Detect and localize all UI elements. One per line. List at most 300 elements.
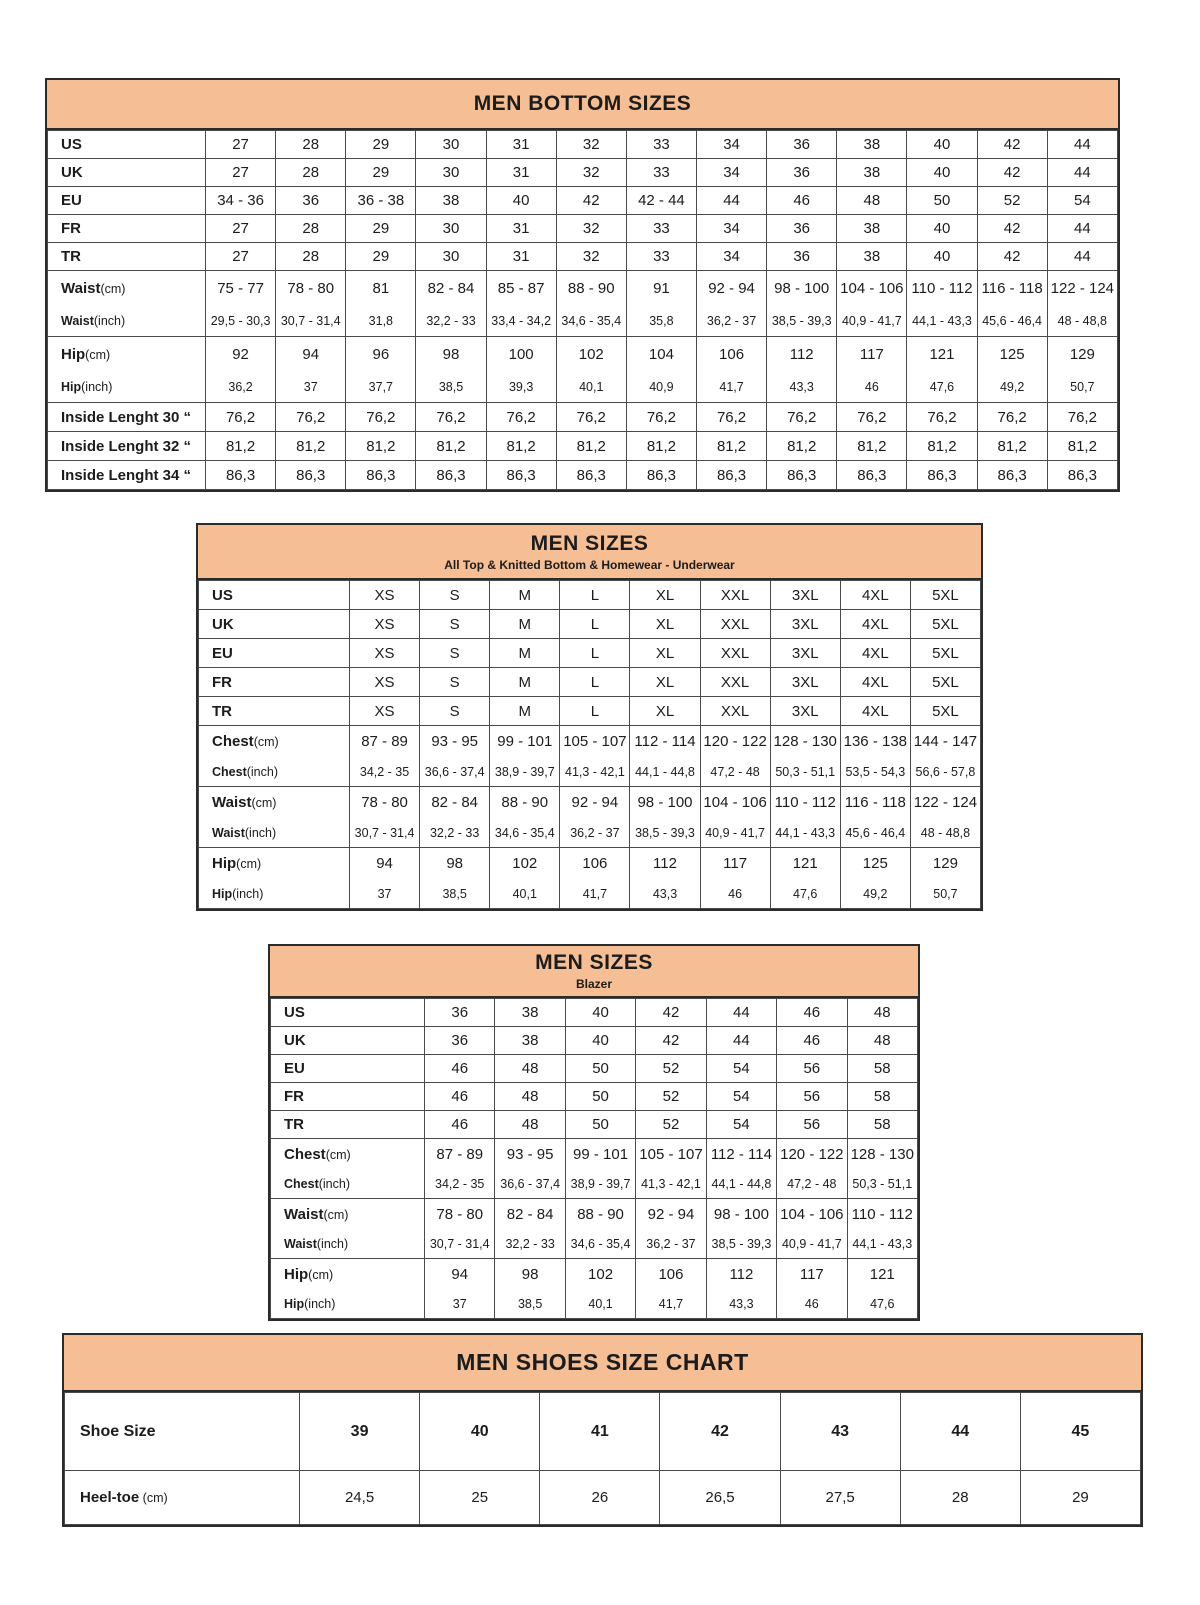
table-cell: 44 <box>696 187 766 215</box>
row-label-unit: (inch) <box>304 1297 336 1311</box>
table-cell <box>420 848 490 909</box>
table-subtitle: Blazer <box>575 977 613 991</box>
table-cell: S <box>420 668 490 697</box>
row-label-line <box>199 879 349 908</box>
table-cell: 86,3 <box>1047 461 1117 490</box>
table-cell-line: 98 - 100 <box>637 794 693 811</box>
table-cell: M <box>490 639 560 668</box>
table-cell-line: 34,6 - 35,4 <box>570 1237 631 1251</box>
men-sizes-blazer-header <box>270 946 918 998</box>
row-label <box>48 461 206 490</box>
table-cell: 36 <box>767 131 837 159</box>
row-label <box>48 271 206 337</box>
table-cell: 50 <box>565 1111 635 1139</box>
table-row <box>48 403 1118 432</box>
table-cell-line: 98 <box>521 1266 539 1283</box>
table-cell-line: 93 - 95 <box>431 733 479 750</box>
table-cell: 52 <box>636 1083 706 1111</box>
table-cell: XXL <box>700 668 770 697</box>
table-cell-line: 94 <box>451 1266 469 1283</box>
table-cell-line: 44,1 - 43,3 <box>775 825 836 840</box>
table-cell: 38 <box>837 243 907 271</box>
table-cell: 29 <box>1020 1471 1140 1525</box>
table-cell-line: 104 - 106 <box>780 1206 844 1223</box>
table-cell-line: 38,5 <box>517 1297 543 1311</box>
table-cell-line: 38,5 - 39,3 <box>635 825 695 840</box>
table-cell: L <box>560 610 630 639</box>
table-title: MEN SIZES <box>530 531 649 555</box>
table-cell <box>837 271 907 337</box>
table-cell: 36 <box>425 999 495 1027</box>
table-row <box>48 461 1118 490</box>
table-cell: 44 <box>1047 131 1117 159</box>
row-label <box>48 131 206 159</box>
table-cell <box>425 1259 495 1319</box>
table-cell <box>486 337 556 403</box>
table-cell-line: 45,6 - 46,4 <box>845 825 906 840</box>
table-cell: 28 <box>276 243 346 271</box>
table-cell: 76,2 <box>907 403 977 432</box>
table-cell: 30 <box>416 159 486 187</box>
table-cell: 33 <box>626 243 696 271</box>
table-row <box>199 668 981 697</box>
table-cell-line: 117 <box>723 855 748 872</box>
table-cell: 44 <box>706 1027 776 1055</box>
row-label-text: Hip <box>61 380 82 394</box>
table-cell: 46 <box>425 1111 495 1139</box>
table-cell: 50 <box>907 187 977 215</box>
table-cell-line: 34,6 - 35,4 <box>494 825 555 840</box>
table-row <box>48 159 1118 187</box>
row-label-text: Waist <box>212 794 252 811</box>
table-cell <box>490 848 560 909</box>
row-label-unit: (inch) <box>93 314 126 328</box>
table-cell-line: 128 - 130 <box>773 733 837 750</box>
table-cell <box>636 1199 706 1259</box>
table-cell: 56 <box>777 1055 847 1083</box>
table-cell <box>490 787 560 848</box>
table-cell: 81,2 <box>696 432 766 461</box>
table-cell-line: 91 <box>653 280 670 297</box>
men-shoes-size-chart-grid <box>64 1392 1141 1525</box>
table-cell: 54 <box>706 1111 776 1139</box>
table-cell-line: 43,3 <box>789 380 814 394</box>
men-bottom-sizes-grid <box>47 130 1118 490</box>
table-cell-line: 106 <box>582 855 608 872</box>
table-cell: XXL <box>700 697 770 726</box>
row-label-text: TR <box>212 702 232 720</box>
table-cell: 52 <box>636 1055 706 1083</box>
table-cell: 24,5 <box>300 1471 420 1525</box>
row-label-text: Waist <box>61 280 101 297</box>
table-cell-line: 38,9 - 39,7 <box>494 764 555 779</box>
table-cell-line: 40,9 - 41,7 <box>781 1237 842 1251</box>
table-cell-line: 75 - 77 <box>217 280 264 297</box>
row-label-text: Heel-toe <box>80 1489 140 1506</box>
table-cell-line: 37,7 <box>368 380 394 394</box>
table-cell-line: 105 - 107 <box>563 733 627 750</box>
table-cell-line: 53,5 - 54,3 <box>845 764 906 779</box>
table-cell-line: 144 - 147 <box>913 733 978 750</box>
row-label-line <box>199 787 349 818</box>
table-cell <box>346 271 416 337</box>
table-cell: 44 <box>900 1393 1020 1471</box>
men-sizes-tops-table <box>196 523 983 911</box>
table-cell <box>495 1199 565 1259</box>
table-cell-line: 38,9 - 39,7 <box>570 1177 631 1191</box>
table-cell-line: 37 <box>303 380 318 394</box>
table-cell: 58 <box>847 1111 917 1139</box>
table-cell: 38 <box>837 215 907 243</box>
table-cell: 26,5 <box>660 1471 780 1525</box>
table-cell <box>556 271 626 337</box>
row-label <box>271 1139 425 1199</box>
table-cell-line: 30,7 - 31,4 <box>280 314 341 328</box>
table-cell-line: 35,8 <box>649 314 674 328</box>
table-cell: 76,2 <box>276 403 346 432</box>
men-bottom-sizes-header <box>47 80 1118 130</box>
table-cell-line: 98 <box>442 346 460 363</box>
table-row <box>271 1139 918 1199</box>
row-label-text: US <box>61 136 82 153</box>
table-cell: 32 <box>556 243 626 271</box>
table-cell: 5XL <box>910 697 980 726</box>
table-cell: 30 <box>416 243 486 271</box>
row-label <box>48 432 206 461</box>
table-cell-line: 40,9 - 41,7 <box>705 825 765 840</box>
row-label-line <box>199 757 349 786</box>
table-cell: 27 <box>206 215 276 243</box>
table-cell: 5XL <box>910 639 980 668</box>
table-cell-line: 40,1 <box>588 1297 613 1311</box>
row-label-unit: (inch) <box>232 886 264 901</box>
table-cell-line: 100 <box>508 346 534 363</box>
row-label-text: UK <box>284 1032 306 1049</box>
table-cell: 81,2 <box>626 432 696 461</box>
table-cell <box>777 1199 847 1259</box>
table-cell: 54 <box>1047 187 1117 215</box>
table-cell-line: 81 <box>372 280 390 297</box>
table-row <box>199 787 981 848</box>
table-cell-line: 82 - 84 <box>431 794 479 811</box>
men-sizes-tops-grid <box>198 580 981 909</box>
table-row <box>48 271 1118 337</box>
table-cell <box>420 787 490 848</box>
table-row <box>199 726 981 787</box>
table-cell: 48 <box>847 999 917 1027</box>
table-cell-line: 47,6 <box>929 380 955 394</box>
table-cell-line: 41,3 - 42,1 <box>641 1177 701 1191</box>
table-cell: L <box>560 639 630 668</box>
table-cell: 81,2 <box>206 432 276 461</box>
table-cell: 76,2 <box>416 403 486 432</box>
table-row <box>199 581 981 610</box>
table-cell <box>706 1259 776 1319</box>
row-label <box>271 1055 425 1083</box>
table-row <box>271 1027 918 1055</box>
table-cell: 31 <box>486 131 556 159</box>
table-cell-line: 40,9 - 41,7 <box>841 314 902 328</box>
row-label-text: Chest <box>284 1146 326 1163</box>
table-cell: 42 <box>660 1393 780 1471</box>
table-cell-line: 41,7 <box>719 380 744 394</box>
table-cell: 29 <box>346 159 416 187</box>
table-cell: 54 <box>706 1083 776 1111</box>
table-cell: 86,3 <box>767 461 837 490</box>
table-title: MEN SIZES <box>535 951 653 974</box>
table-cell: 44 <box>1047 159 1117 187</box>
table-cell <box>276 271 346 337</box>
table-cell-line: 136 - 138 <box>843 733 908 750</box>
table-cell-line: 87 - 89 <box>361 733 408 750</box>
table-cell-line: 110 - 112 <box>851 1206 913 1223</box>
table-cell: 44 <box>1047 243 1117 271</box>
table-cell-line: 110 - 112 <box>911 280 973 297</box>
table-cell <box>486 271 556 337</box>
table-cell-line: 40,9 <box>649 380 674 394</box>
table-cell: 81,2 <box>767 432 837 461</box>
table-cell-line: 121 <box>929 346 955 363</box>
table-cell <box>636 1259 706 1319</box>
table-row <box>199 848 981 909</box>
table-cell-line: 30,7 - 31,4 <box>354 825 415 840</box>
table-cell-line: 32,2 - 33 <box>429 825 480 840</box>
row-label <box>199 787 350 848</box>
table-row <box>48 337 1118 403</box>
table-cell-line: 88 - 90 <box>501 794 549 811</box>
table-cell <box>767 337 837 403</box>
table-row <box>48 215 1118 243</box>
table-cell: 29 <box>346 215 416 243</box>
row-label-text: Hip <box>212 886 233 901</box>
row-label-text: Waist <box>284 1237 317 1251</box>
table-cell-line: 106 <box>658 1266 684 1283</box>
row-label-unit: (cm) <box>253 734 279 749</box>
row-label-text: EU <box>284 1060 305 1077</box>
row-label-text: Waist <box>284 1206 324 1223</box>
table-cell <box>977 271 1047 337</box>
row-label <box>271 1083 425 1111</box>
table-cell-line: 87 - 89 <box>436 1146 484 1163</box>
table-cell: XS <box>350 639 420 668</box>
row-label <box>48 243 206 271</box>
table-cell-line: 31,8 <box>368 314 394 328</box>
table-cell-line: 40,1 <box>579 380 604 394</box>
row-label-text: Shoe Size <box>80 1422 156 1440</box>
table-cell <box>847 1259 917 1319</box>
table-cell <box>565 1259 635 1319</box>
table-cell <box>700 726 770 787</box>
table-cell: 48 <box>495 1055 565 1083</box>
table-cell-line: 82 - 84 <box>506 1206 554 1223</box>
table-cell-line: 112 <box>729 1266 754 1283</box>
table-cell-line: 43,3 <box>729 1297 754 1311</box>
table-cell-line: 36,6 - 37,4 <box>424 764 485 779</box>
table-cell-line: 106 <box>719 346 745 363</box>
table-cell: 32 <box>556 215 626 243</box>
table-cell-line: 92 - 94 <box>708 280 755 297</box>
row-label-unit: (cm) <box>85 347 111 362</box>
table-cell-line: 104 - 106 <box>840 280 904 297</box>
table-subtitle: All Top & Knitted Bottom & Homewear - Underwear <box>444 557 735 572</box>
table-cell: 5XL <box>910 610 980 639</box>
table-cell-line: 34,6 - 35,4 <box>561 314 622 328</box>
table-cell <box>495 1259 565 1319</box>
table-row <box>271 1055 918 1083</box>
table-cell-line: 36,2 - 37 <box>706 314 757 328</box>
row-label-text: TR <box>284 1116 304 1133</box>
row-label <box>199 668 350 697</box>
table-cell <box>907 337 977 403</box>
table-cell: 46 <box>777 999 847 1027</box>
table-cell <box>206 271 276 337</box>
table-cell: XS <box>350 581 420 610</box>
table-cell: 52 <box>977 187 1047 215</box>
row-label <box>48 337 206 403</box>
table-cell: 31 <box>486 215 556 243</box>
row-label-unit: (cm) <box>308 1267 334 1282</box>
row-label-line <box>48 372 205 402</box>
table-cell <box>206 337 276 403</box>
table-cell <box>565 1139 635 1199</box>
row-label-text: UK <box>61 164 83 181</box>
table-cell-line: 46 <box>804 1297 819 1311</box>
table-cell-line: 104 <box>648 346 674 363</box>
row-label-text: Hip <box>61 346 86 363</box>
table-cell-line: 99 - 101 <box>573 1146 629 1163</box>
row-label <box>271 1027 425 1055</box>
table-cell <box>696 337 766 403</box>
table-cell: 27 <box>206 159 276 187</box>
table-cell: S <box>420 610 490 639</box>
table-cell-line: 88 - 90 <box>577 1206 624 1223</box>
table-cell: S <box>420 639 490 668</box>
table-cell-line: 44,1 - 43,3 <box>852 1237 913 1251</box>
row-label-unit: (inch) <box>246 764 278 779</box>
table-cell: 81,2 <box>276 432 346 461</box>
table-cell: 42 <box>556 187 626 215</box>
row-label-unit: (cm) <box>325 1147 351 1162</box>
table-cell: 81,2 <box>556 432 626 461</box>
table-cell-line: 94 <box>376 855 393 872</box>
table-cell: 46 <box>425 1083 495 1111</box>
row-label-text: Inside Lenght 32 “ <box>61 437 192 455</box>
row-label-text: US <box>284 1004 305 1021</box>
row-label-text: Inside Lenght 30 “ <box>61 408 192 426</box>
row-label <box>48 159 206 187</box>
table-cell: L <box>560 697 630 726</box>
table-cell: 4XL <box>840 697 910 726</box>
table-cell: 42 <box>977 243 1047 271</box>
row-label-text: US <box>212 586 233 604</box>
table-cell: 3XL <box>770 610 840 639</box>
table-cell: 34 <box>696 131 766 159</box>
table-cell: XL <box>630 610 700 639</box>
table-cell: XS <box>350 697 420 726</box>
table-cell: 38 <box>837 159 907 187</box>
table-cell: 45 <box>1020 1393 1140 1471</box>
table-cell <box>425 1199 495 1259</box>
table-cell: 36 <box>767 243 837 271</box>
table-cell: XS <box>350 610 420 639</box>
table-cell-line: 41,7 <box>582 886 608 901</box>
table-cell-line: 128 - 130 <box>850 1146 914 1163</box>
table-cell: 46 <box>777 1027 847 1055</box>
table-cell <box>770 787 840 848</box>
table-cell-line: 121 <box>869 1266 895 1283</box>
table-cell <box>706 1199 776 1259</box>
table-cell: 34 <box>696 243 766 271</box>
table-cell-line: 98 - 100 <box>774 280 830 297</box>
table-row <box>48 131 1118 159</box>
table-cell: 36 <box>767 159 837 187</box>
row-label-text: TR <box>61 248 81 265</box>
table-cell-line: 82 - 84 <box>427 280 475 297</box>
table-cell-line: 96 <box>372 346 390 363</box>
row-label-line <box>199 818 349 847</box>
men-sizes-blazer-grid <box>270 998 918 1319</box>
table-cell-line: 48 - 48,8 <box>920 825 971 840</box>
table-cell: 33 <box>626 215 696 243</box>
row-label-line <box>48 271 205 306</box>
table-cell-line: 99 - 101 <box>497 733 553 750</box>
table-row <box>271 1083 918 1111</box>
men-shoes-size-chart-header <box>64 1335 1141 1392</box>
table-cell: 34 <box>696 159 766 187</box>
table-cell: 33 <box>626 131 696 159</box>
table-cell: 36 - 38 <box>346 187 416 215</box>
row-label-text: Waist <box>212 825 245 840</box>
table-cell: 86,3 <box>276 461 346 490</box>
row-label-line <box>271 1199 424 1230</box>
table-cell <box>837 337 907 403</box>
table-cell <box>700 787 770 848</box>
table-cell <box>626 337 696 403</box>
table-cell: 28 <box>276 159 346 187</box>
table-cell <box>847 1139 917 1199</box>
table-cell: 5XL <box>910 581 980 610</box>
table-cell: 81,2 <box>837 432 907 461</box>
table-cell <box>350 787 420 848</box>
table-cell-line: 93 - 95 <box>506 1146 554 1163</box>
table-cell <box>847 1199 917 1259</box>
table-cell: 58 <box>847 1055 917 1083</box>
table-cell <box>777 1139 847 1199</box>
table-cell: 46 <box>767 187 837 215</box>
table-cell: 81,2 <box>977 432 1047 461</box>
table-cell: 4XL <box>840 581 910 610</box>
table-cell: 29 <box>346 131 416 159</box>
table-cell: 50 <box>565 1083 635 1111</box>
table-cell-line: 98 <box>446 855 463 872</box>
row-label-text: Chest <box>284 1177 319 1191</box>
table-cell: 29 <box>346 243 416 271</box>
row-label <box>271 999 425 1027</box>
table-cell: 40 <box>907 243 977 271</box>
table-cell: 76,2 <box>767 403 837 432</box>
table-cell-line: 78 - 80 <box>436 1206 484 1223</box>
row-label-line <box>271 1290 424 1318</box>
table-row <box>271 1259 918 1319</box>
table-cell: 76,2 <box>977 403 1047 432</box>
table-cell-line: 50,3 - 51,1 <box>775 764 836 779</box>
row-label-line <box>271 1139 424 1170</box>
table-cell-line: 92 - 94 <box>571 794 619 811</box>
table-cell-line: 94 <box>302 346 320 363</box>
table-cell <box>630 848 700 909</box>
table-cell-line: 44,1 - 44,8 <box>711 1177 772 1191</box>
table-cell: 42 <box>977 215 1047 243</box>
